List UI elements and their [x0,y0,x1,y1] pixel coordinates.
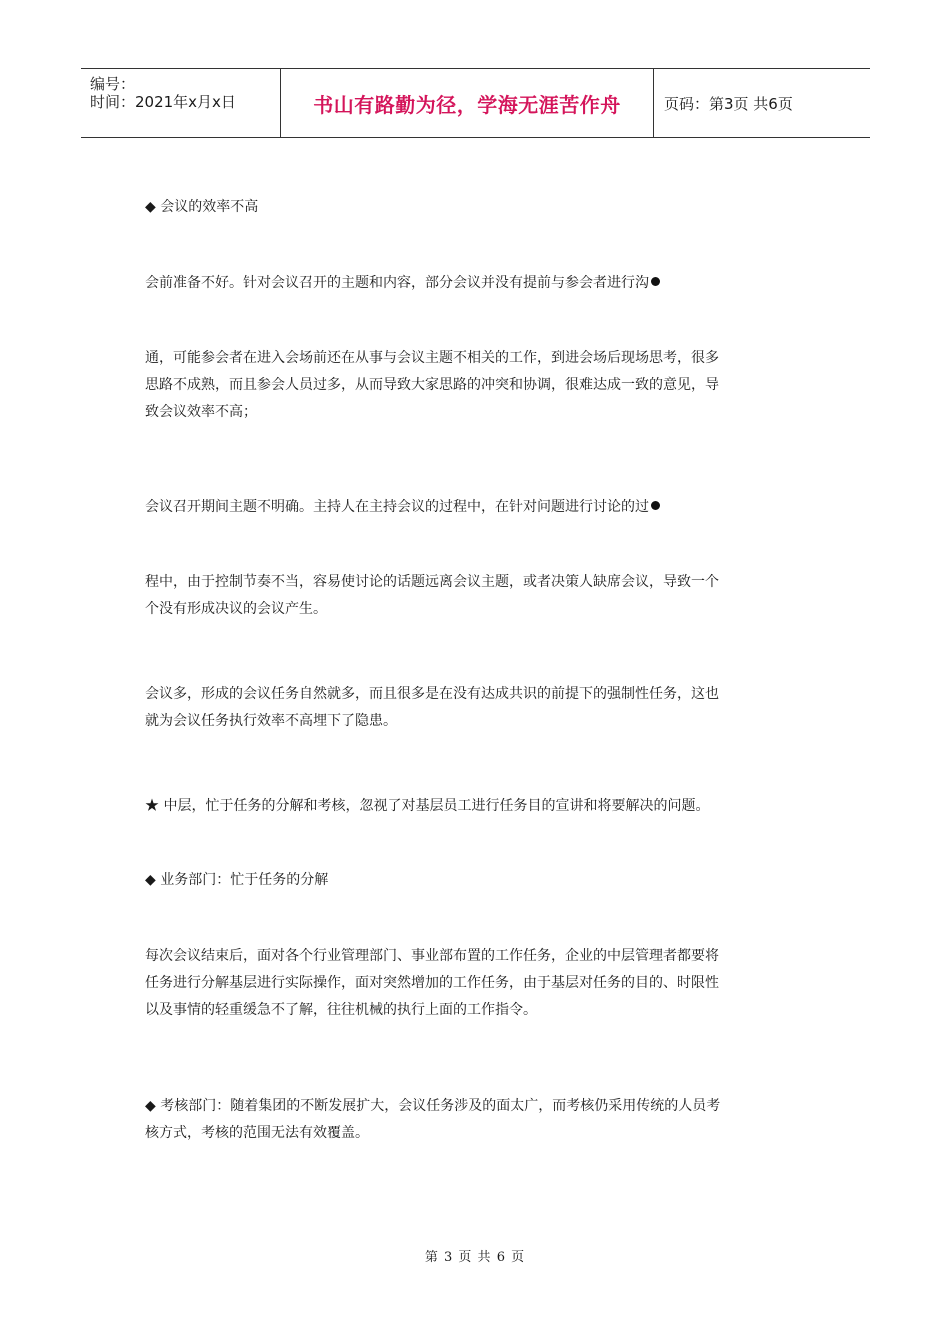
heading-business-department: ◆ 业务部门：忙于任务的分解 [145,872,329,888]
header-page-cell [654,69,870,137]
text-line: 通，可能参会者在进入会场前还在从事与会议主题不相关的工作，到进会场后现场思考，很多 [145,350,719,366]
text-line: ◆ 考核部门：随着集团的不断发展扩大，会议任务涉及的面太广，而考核仍采用传统的人员考 [145,1098,721,1114]
header-motto: 书山有路勤为径，学海无涯苦作舟 [313,92,621,117]
document-number-label: 编号： [90,75,136,93]
text-line: 思路不成熟，而且参会人员过多，从而导致大家思路的冲突和协调，很难达成一致的意见，导 [145,377,719,393]
text-line: 任务进行分解基层进行实际操作，面对突然增加的工作任务，由于基层对任务的目的、时限性 [145,975,719,991]
header-page-label: 页码：第3页 共6页 [664,94,793,113]
heading-meeting-efficiency: ◆ 会议的效率不高 [145,199,259,215]
header-motto-cell [281,69,654,137]
page-footer: 第 3 页 共 6 页 [424,1250,526,1265]
text-line: 致会议效率不高； [145,404,257,420]
document-time-label: 时间：2021年x月x日 [90,93,236,111]
text-line: 程中，由于控制节奏不当，容易使讨论的话题远离会议主题，或者决策人缺席会议，导致一个 [145,574,719,590]
text-line: 以及事情的轻重缓急不了解，往往机械的执行上面的工作指令。 [145,1002,537,1018]
header-info-cell [81,69,281,137]
header-table [81,68,870,138]
paragraph-meeting-prep-continued [145,345,805,426]
bullet-meeting-topic-text: 会议召开期间主题不明确。主持人在主持会议的过程中，在针对问题进行讨论的过 [145,499,649,515]
heading-middle-management: ★ 中层，忙于任务的分解和考核，忽视了对基层员工进行任务目的宣讲和将要解决的问题。 [145,798,710,814]
bullet-dot-icon [651,277,660,286]
text-line: 每次会议结束后，面对各个行业管理部门、事业部布置的工作任务，企业的中层管理者都要将 [145,948,719,964]
text-line: 个没有形成决议的会议产生。 [145,601,327,617]
bullet-meeting-prep-text: 会前准备不好。针对会议召开的主题和内容，部分会议并没有提前与参会者进行沟 [145,275,649,291]
bullet-dot-icon [651,501,660,510]
text-line: 就为会议任务执行效率不高埋下了隐患。 [145,713,397,729]
paragraph-assessment-department [145,1093,805,1147]
bullet-meeting-topic [145,494,805,521]
bullet-meeting-prep [145,270,805,297]
paragraph-meeting-topic-continued [145,569,805,623]
paragraph-many-meetings [145,681,805,735]
text-line: 核方式，考核的范围无法有效覆盖。 [145,1125,369,1141]
paragraph-task-decomposition [145,943,805,1024]
text-line: 会议多，形成的会议任务自然就多，而且很多是在没有达成共识的前提下的强制性任务，这也 [145,686,719,702]
